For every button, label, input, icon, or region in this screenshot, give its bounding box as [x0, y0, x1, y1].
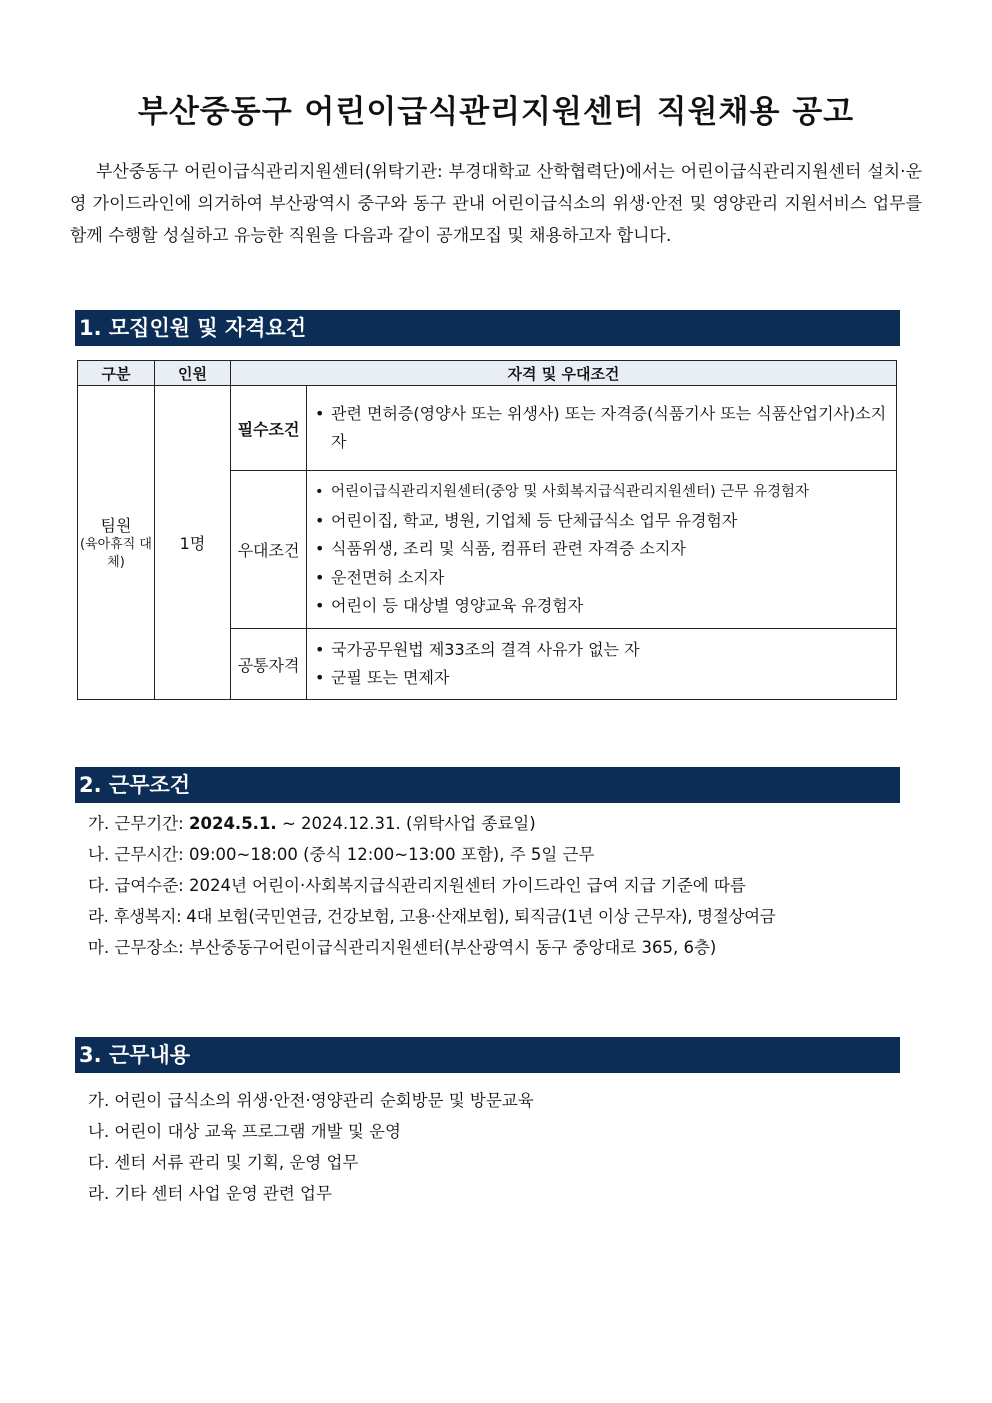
group-label-common: 공통자격 [231, 629, 307, 700]
table-header-row [78, 361, 897, 386]
period-start: 2024.5.1. [189, 814, 277, 833]
intro-paragraph: 부산중동구 어린이급식관리지원센터(위탁기관: 부경대학교 산학협력단)에서는 어린이급식관리지원센터 설치·운영 가이드라인에 의거하여 부산광역시 중구와 동구 관내 어린이급식소의 위생·안전 및 영양관리 지원서비스 업무를 함께 수행할 성실하고 유능한 직원을 다음과 같이 공개모집 및 채용하고자 합니다. [70, 162, 922, 246]
list-item: • 관련 면허증(영양사 또는 위생사) 또는 자격증(식품기사 또는 식품산업기사)소지자 [313, 400, 890, 457]
work-content-list [88, 1085, 918, 1209]
qualification-table [77, 360, 897, 700]
group-items-common [307, 629, 897, 700]
headcount-cell: 1명 [155, 386, 231, 700]
list-item: 다. 센터 서류 관리 및 기획, 운영 업무 [88, 1153, 359, 1172]
role-note: (육아휴직 대체) [80, 537, 152, 570]
period-rest: ~ 2024.12.31. (위탁사업 종료일) [276, 814, 536, 833]
table-row [78, 386, 897, 471]
list-item: 나. 어린이 대상 교육 프로그램 개발 및 운영 [88, 1122, 401, 1141]
group-label-preferred: 우대조건 [231, 471, 307, 629]
list-item: • 운전면허 소지자 [313, 564, 890, 593]
header-count: 인원 [155, 361, 231, 386]
header-division: 구분 [78, 361, 155, 386]
list-item: 다. 급여수준: 2024년 어린이·사회복지급식관리지원센터 가이드라인 급여 지급 기준에 따름 [88, 876, 746, 895]
section-2-heading: 2. 근무조건 [75, 767, 900, 803]
list-item: 라. 기타 센터 사업 운영 관련 업무 [88, 1184, 332, 1203]
list-item: 마. 근무장소: 부산중동구어린이급식관리지원센터(부산광역시 동구 중앙대로 365, 6층) [88, 938, 717, 957]
list-item: • 국가공무원법 제33조의 결격 사유가 없는 자 [313, 636, 890, 665]
list-item: 가. 어린이 급식소의 위생·안전·영양관리 순회방문 및 방문교육 [88, 1091, 534, 1110]
page-title: 부산중동구 어린이급식관리지원센터 직원채용 공고 [137, 94, 855, 130]
list-item: • 어린이급식관리지원센터(중앙 및 사회복지급식관리지원센터) 근무 유경험자 [313, 478, 890, 507]
header-qualification: 자격 및 우대조건 [231, 361, 897, 386]
role-title: 팀원 [100, 516, 132, 535]
role-cell [78, 386, 155, 700]
list-item: 나. 근무시간: 09:00~18:00 (중식 12:00~13:00 포함), 주 5일 근무 [88, 845, 595, 864]
period-prefix: 가. 근무기간: [88, 814, 189, 833]
list-item: • 어린이 등 대상별 영양교육 유경험자 [313, 592, 890, 621]
list-item: • 식품위생, 조리 및 식품, 컴퓨터 관련 자격증 소지자 [313, 535, 890, 564]
section-3-heading: 3. 근무내용 [75, 1037, 900, 1073]
list-item: 라. 후생복지: 4대 보험(국민연금, 건강보험, 고용·산재보험), 퇴직금(1년 이상 근무자), 명절상여금 [88, 907, 776, 926]
list-item: • 어린이집, 학교, 병원, 기업체 등 단체급식소 업무 유경험자 [313, 507, 890, 536]
section-1-heading: 1. 모집인원 및 자격요건 [75, 310, 900, 346]
work-conditions-list [88, 808, 918, 963]
group-label-required: 필수조건 [231, 386, 307, 471]
list-item [88, 808, 918, 839]
group-items-required [307, 386, 897, 471]
group-items-preferred [307, 471, 897, 629]
list-item: • 군필 또는 면제자 [313, 664, 890, 693]
